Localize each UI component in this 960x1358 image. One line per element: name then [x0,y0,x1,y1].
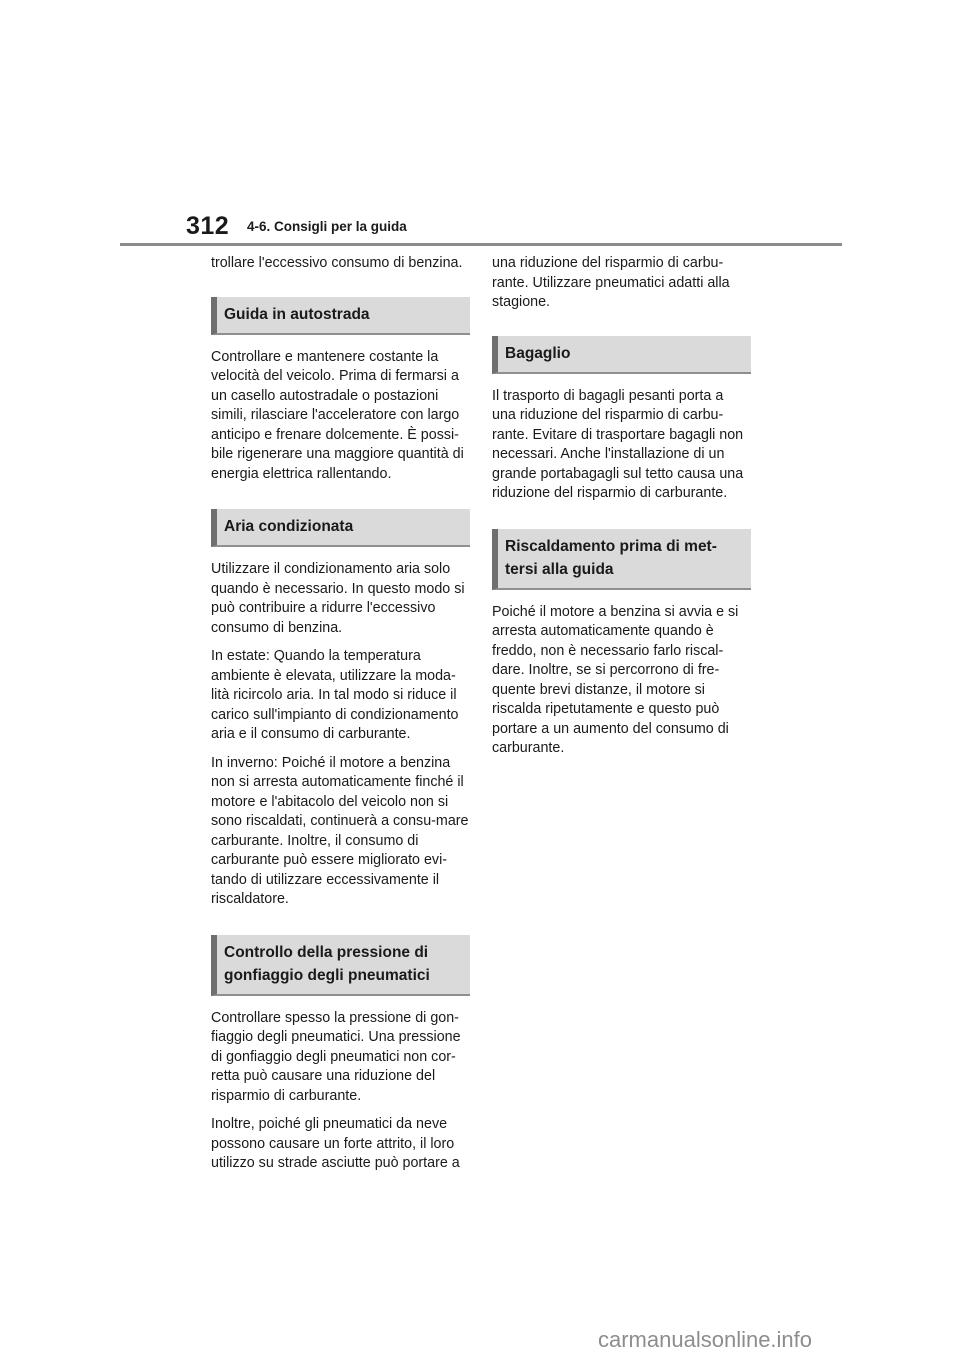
paragraph: una riduzione del risparmio di carbu-rante. Utilizzare pneumatici adatti alla stagione. [492,255,730,310]
heading-aria-condizionata: Aria condizionata [211,509,470,547]
heading-controllo-pressione: Controllo della pressione di gonfiaggio degli pneumatici [211,935,470,996]
left-column [211,254,470,1183]
paragraph: In inverno: Poiché il motore a benzina non si arresta automaticamente finché il motore e l'abitacolo del veicolo non si sono riscaldati, continuerà a consu-mare carburante. Inoltre, il consumo di carburante può essere migliorato evi-tando di utilizzare eccessivamente il riscaldatore. [211,754,469,907]
paragraph: trollare l'eccessivo consumo di benzina. [211,255,463,271]
paragraph: Controllare e mantenere costante la velocità del veicolo. Prima di fermarsi a un casello autostradale o postazioni simili, rilasciare l'acceleratore con largo anticipo e frenare dolcemente. È possi-bile rigenerare una maggiore quantità di energia elettrica rallentando. [211,348,464,482]
paragraph: Controllare spesso la pressione di gon-fiaggio degli pneumatici. Una pressione di gonfiaggio degli pneumatici non cor-retta può causare una riduzione del risparmio di carburante. [211,1009,461,1104]
page-number: 312 [186,212,230,240]
footer-watermark: carmanualsonline.info [598,1327,813,1352]
paragraph: In estate: Quando la temperatura ambiente è elevata, utilizzare la moda-lità ricircolo aria. In tal modo si riduce il carico sull'impianto di condizionamento aria e il consumo di carburante. [211,648,459,742]
paragraph: Utilizzare il condizionamento aria solo quando è necessario. In questo modo si può contribuire a ridurre l'eccessivo consumo di benzina. [211,561,465,636]
paragraph: Inoltre, poiché gli pneumatici da neve possono causare un forte attrito, il loro utilizzo su strade asciutte può portare a [211,1116,460,1171]
heading-guida-in-autostrada: Guida in autostrada [211,297,470,335]
paragraph: Poiché il motore a benzina si avvia e si arresta automaticamente quando è freddo, non è necessario farlo riscal-dare. Inoltre, se si percorrono di fre-quente brevi distanze, il motore si riscalda ripetutamente e questo può portare a un aumento del consumo di carburante. [492,603,739,756]
heading-riscaldamento: Riscaldamento prima di met-tersi alla guida [492,529,751,590]
header-divider [120,243,842,246]
section-title: 4-6. Consigli per la guida [247,219,407,234]
paragraph: Il trasporto di bagagli pesanti porta a una riduzione del risparmio di carbu-rante. Evitare di trasportare bagagli non necessari. Anche l'installazione di un grande portabagagli sul tetto causa una riduzione del risparmio di carburante. [492,387,744,501]
heading-bagaglio: Bagaglio [492,336,751,374]
right-column [492,254,751,768]
